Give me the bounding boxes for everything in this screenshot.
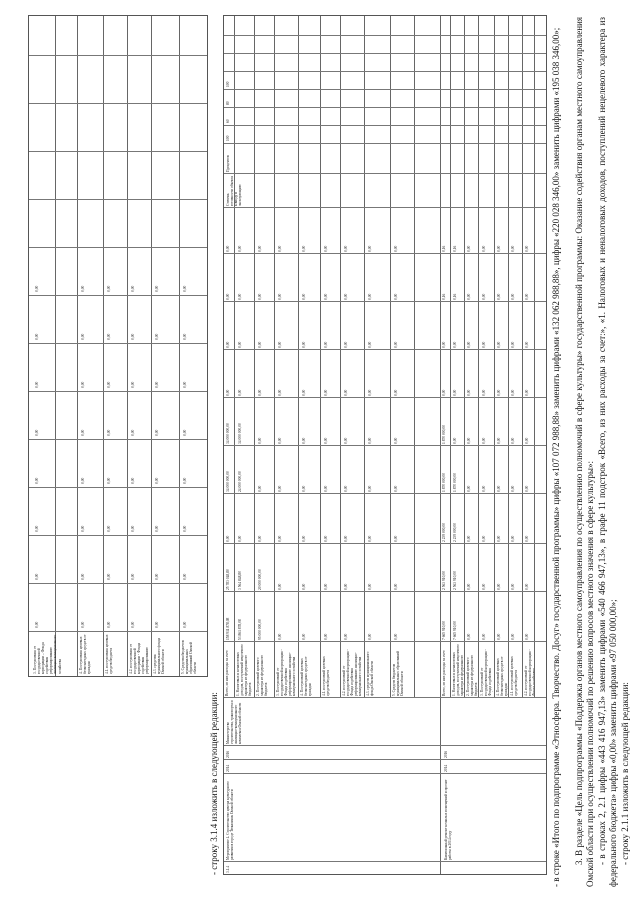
cell-value: 0,00 — [467, 293, 471, 300]
source-label: 2. Поступлений целевого характера из федерального бюджета — [466, 654, 478, 696]
cell-value: 0,00 — [107, 429, 111, 436]
cell-value: 0,00 — [238, 245, 242, 252]
source-label: 2. Поступлений целевого характера из федерального бюджета — [256, 654, 269, 696]
section-caption: - строку 3.1.4 изложить в следующей редакции: — [209, 692, 219, 875]
cell-value: 0,00 — [497, 583, 501, 590]
cell-value: 0,00 — [155, 429, 159, 436]
table-rule — [224, 493, 546, 494]
source-label: 1. Налоговых и неналоговых доходов, поступлений нецелевого характера из федерального бюджета — [236, 644, 253, 696]
indicator-value: 80 — [226, 101, 230, 105]
cell-value: 0,00 — [278, 437, 282, 444]
cell-value: 1 870 000,00 — [442, 473, 446, 492]
cell-value: 0,00 — [497, 633, 501, 640]
cell-value: 0,00 — [453, 437, 457, 444]
table-rule — [340, 16, 341, 698]
table-rule — [29, 151, 207, 152]
table-rule — [29, 487, 207, 488]
table-rule — [508, 16, 509, 698]
table-rule — [274, 16, 275, 698]
cell-value: 0,00 — [368, 583, 372, 590]
cell-value: 0,00 — [258, 293, 262, 300]
cell-value: 0,00 — [482, 437, 486, 444]
table-rule — [224, 445, 546, 446]
source-label: Всего, из них расходы за счет: — [442, 649, 446, 696]
table-rule — [29, 391, 207, 392]
cell-value: 0,00 — [258, 341, 262, 348]
cell-value: 0,00 — [324, 293, 328, 300]
cell-value: 0,00 — [497, 341, 501, 348]
table-rule — [224, 71, 546, 72]
table-rule — [224, 759, 546, 760]
table-rule — [320, 16, 321, 698]
period-start: 2014 — [226, 764, 230, 772]
table-rule — [234, 16, 235, 698]
cell-value: 0,00 — [258, 245, 262, 252]
paragraph: - в строке «Итого по подпрограмме «Этносфера. Творчество. Досуг» государственной программы» цифры «107 072 988,88» заменить цифрами «132 062 988,88», цифры «220 028 346,00» заменить цифрами «195 038 346,00»; — [551, 27, 561, 887]
continuation-table — [28, 15, 208, 677]
cell-value: 0,00 — [81, 621, 85, 628]
cell-value: 0,00 — [238, 389, 242, 396]
cell-value: 0,00 — [511, 437, 515, 444]
cell-value: 0,00 — [344, 485, 348, 492]
cell-value: 0,00 — [302, 535, 306, 542]
cell-value: 0,00 — [183, 285, 187, 292]
cell-value: 0,00 — [131, 285, 135, 292]
cell-value: 20 000 000,00 — [258, 569, 262, 590]
cell-value: 0,00 — [344, 583, 348, 590]
cell-value: 0,00 — [344, 535, 348, 542]
row-3-1-4-table — [223, 15, 547, 875]
cell-value: 0,00 — [467, 245, 471, 252]
cell-value: 0,00 — [183, 621, 187, 628]
cell-value: 0,00 — [278, 293, 282, 300]
cell-value: 0,00 — [278, 341, 282, 348]
cell-value: 0,00 — [482, 583, 486, 590]
cell-value: 0,00 — [226, 535, 230, 542]
table-rule — [464, 16, 465, 698]
table-rule — [29, 439, 207, 440]
cell-value: 0,00 — [226, 245, 230, 252]
table-rule — [29, 535, 207, 536]
cell-value: 0,00 — [81, 381, 85, 388]
cell-value: 0,00 — [511, 245, 515, 252]
cell-value: 0,00 — [302, 341, 306, 348]
cell-value: 0,00 — [35, 621, 39, 628]
cell-value: 1 870 000,00 — [442, 425, 446, 444]
source-label: 4. Поступлений целевых безвозмездных средств от граждан — [300, 656, 313, 696]
cell-value: 0,00 — [368, 535, 372, 542]
cell-value: 0,00 — [525, 583, 529, 590]
table-rule — [224, 253, 546, 254]
cell-value: 0,00 — [155, 285, 159, 292]
source-label: 4.2. поступлений от государственной корпорации - — [524, 649, 533, 696]
cell-value: 0,00 — [511, 535, 515, 542]
cell-value: 0,00 — [525, 535, 529, 542]
cell-value: 0,16 — [442, 293, 446, 300]
cell-value: 0,00 — [155, 621, 159, 628]
cell-value: 0,00 — [497, 293, 501, 300]
cell-value: 0,00 — [258, 389, 262, 396]
cell-value: 0,00 — [131, 621, 135, 628]
cell-value: 0,00 — [81, 333, 85, 340]
cell-value: 0,00 — [35, 525, 39, 532]
source-label: 5. Средств бюджетов муниципальных образований Омской области — [392, 650, 405, 696]
cell-value: 0,00 — [344, 293, 348, 300]
cell-value: 0,16 — [453, 293, 457, 300]
cell-value: 0,00 — [226, 341, 230, 348]
cell-value: 158 911 878,08 — [226, 617, 230, 640]
subrow-end: 2016 — [444, 750, 448, 758]
cell-value: 0,00 — [155, 381, 159, 388]
subrow-start: 2014 — [444, 764, 448, 772]
cell-value: 0,00 — [258, 485, 262, 492]
table-rule — [414, 16, 415, 698]
table-rule — [224, 207, 546, 208]
cell-value: 0,00 — [482, 633, 486, 640]
cell-value: 0,00 — [107, 573, 111, 580]
table-rule — [77, 16, 78, 676]
subrow-label: Капитальный ремонт нежилых помещений и прочие работы в 2014 году — [444, 779, 453, 860]
cell-value: 0,00 — [467, 389, 471, 396]
table-rule — [224, 89, 546, 90]
cell-value: 0,00 — [302, 485, 306, 492]
cell-value: 0,00 — [131, 429, 135, 436]
cell-value: 0,00 — [368, 633, 372, 640]
cell-value: 0,00 — [107, 477, 111, 484]
table-rule — [224, 349, 546, 350]
cell-value: 0,00 — [525, 389, 529, 396]
cell-value: 0,16 — [453, 245, 457, 252]
cell-value: 0,00 — [107, 333, 111, 340]
table-rule — [450, 16, 451, 698]
paragraph: - в строках 2, 2.1 цифры «443 416 947,13» заменить цифрами «540 466 947,13», в графе 11 подстрок «Всего, из них расходы за счет:», «1. Налоговых и неналоговых доходов, поступлений нецелевого характера из федерального бюджета» цифры «0,00» заменить цифрами «97 050 000,00»; — [597, 17, 619, 887]
cell-value: 0,00 — [302, 389, 306, 396]
table-rule — [179, 16, 180, 676]
table-rule — [103, 16, 104, 676]
cell-value: 0,00 — [35, 477, 39, 484]
row-number: 3.1.4 — [226, 865, 230, 873]
cell-value: 34 000 000,00 — [238, 423, 242, 444]
cell-value: 0,00 — [278, 633, 282, 640]
cell-value: 0,00 — [467, 535, 471, 542]
cell-value: 0,00 — [368, 341, 372, 348]
cell-value: 0,00 — [81, 477, 85, 484]
cell-value: 0,00 — [394, 245, 398, 252]
cell-value: 0,00 — [324, 583, 328, 590]
cell-value: 0,00 — [497, 389, 501, 396]
cell-value: 0,00 — [183, 477, 187, 484]
cell-value: 0,00 — [35, 285, 39, 292]
cell-value: 0,00 — [467, 341, 471, 348]
cell-value: 0,00 — [368, 389, 372, 396]
source-label: 1. Налоговых и неналоговых доходов, поступлений нецелевого характера из федерального — [452, 644, 464, 696]
cell-value: 0,00 — [278, 389, 282, 396]
cell-value: 0,00 — [278, 583, 282, 590]
cell-value: 0,00 — [497, 437, 501, 444]
cell-value: 0,00 — [183, 333, 187, 340]
table-rule — [224, 641, 546, 642]
cell-value: 2 239 000,00 — [453, 523, 457, 542]
cell-value: 0,00 — [107, 285, 111, 292]
table-rule — [29, 103, 207, 104]
cell-value: 2 239 000,00 — [442, 523, 446, 542]
cell-value: 0,00 — [467, 633, 471, 640]
cell-value: 0,00 — [324, 535, 328, 542]
cell-value: 0,00 — [107, 525, 111, 532]
cell-value: 0,00 — [394, 389, 398, 396]
cell-value: 0,00 — [278, 245, 282, 252]
executor: Министерство строительства, транспорта и жилищно-коммунального комплекса Омской области — [226, 700, 243, 744]
cell-value: 0,00 — [183, 525, 187, 532]
cell-value: 1 870 000,00 — [453, 473, 457, 492]
cell-value: 0,00 — [482, 535, 486, 542]
row-label: 5. Средства бюджетов муниципальных образований Омской области — [181, 640, 198, 674]
row-label: 4.3. средства муниципального фонда Омской области — [153, 637, 166, 674]
row-label: 4.1. поступления целевых средств бюджета — [105, 634, 114, 674]
cell-value: 0,00 — [525, 485, 529, 492]
cell-value: 0,00 — [442, 341, 446, 348]
table-rule — [494, 16, 495, 698]
cell-value: 0,00 — [368, 293, 372, 300]
cell-value: 0,00 — [238, 341, 242, 348]
cell-value: 0,00 — [81, 429, 85, 436]
table-rule — [224, 861, 546, 862]
table-rule — [224, 543, 546, 544]
cell-value: 0,00 — [482, 485, 486, 492]
cell-value: 0,00 — [238, 535, 242, 542]
table-rule — [29, 631, 207, 632]
table-rule — [224, 301, 546, 302]
cell-value: 0,00 — [324, 245, 328, 252]
table-rule — [224, 125, 546, 126]
cell-value: 0,00 — [81, 285, 85, 292]
table-rule — [224, 35, 546, 36]
cell-value: 0,00 — [394, 293, 398, 300]
cell-value: 0,00 — [131, 525, 135, 532]
cell-value: 0,00 — [302, 293, 306, 300]
indicator-unit: Процентов — [226, 155, 230, 172]
cell-value: 0,00 — [302, 583, 306, 590]
table-rule — [29, 295, 207, 296]
source-label: 4.1. поступлений целевых средств бюджета — [510, 656, 519, 696]
cell-value: 7 665 910,00 — [442, 621, 446, 640]
paragraph: - строку 2.1.1 изложить в следующей редакции: — [620, 682, 630, 865]
cell-value: 0,00 — [183, 429, 187, 436]
cell-value: 0,00 — [155, 477, 159, 484]
table-rule — [29, 343, 207, 344]
cell-value: 0,00 — [453, 341, 457, 348]
cell-value: 0,00 — [511, 389, 515, 396]
cell-value: 0,00 — [482, 293, 486, 300]
cell-value: 53 861 878,08 — [238, 619, 242, 640]
cell-value: 0,00 — [482, 341, 486, 348]
cell-value: 0,00 — [497, 485, 501, 492]
cell-value: 24 000 000,00 — [238, 471, 242, 492]
cell-value: 0,00 — [525, 633, 529, 640]
cell-value: 0,00 — [131, 333, 135, 340]
cell-value: 0,00 — [467, 437, 471, 444]
cell-value: 95 000 000,00 — [258, 619, 262, 640]
cell-value: 0,00 — [482, 389, 486, 396]
table-rule — [224, 53, 546, 54]
row-label: 4.2. поступления от государственной корпорации - Фонда содействия реформированию — [129, 642, 149, 674]
paragraph: 3. В разделе «Цель подпрограммы «Поддержка органов местного самоуправления по осуществлению полномочий в сфере культуры» государственной программы: Оказание содействия органам местного самоуправления Омской области при осуществлении полномочий по решению вопросов местного значения в сфере культуры»: — [574, 17, 596, 887]
cell-value: 0,00 — [238, 293, 242, 300]
cell-value: 0,00 — [525, 437, 529, 444]
cell-value: 0,00 — [467, 485, 471, 492]
source-label: 4.1. поступлений целевых средств бюджета — [322, 656, 331, 696]
cell-value: 0,00 — [107, 621, 111, 628]
cell-value: 0,00 — [453, 389, 457, 396]
source-label: 3. Поступлений от государственной корпорации - Фонда содействия — [480, 649, 493, 696]
cell-value: 0,00 — [155, 525, 159, 532]
table-rule — [224, 745, 546, 746]
cell-value: 0,00 — [278, 485, 282, 492]
cell-value: 34 000 000,00 — [226, 423, 230, 444]
table-rule — [151, 16, 152, 676]
table-rule — [478, 16, 479, 698]
table-rule — [29, 55, 207, 56]
cell-value: 0,00 — [525, 245, 529, 252]
cell-value: 0,00 — [442, 389, 446, 396]
cell-value: 0,00 — [183, 573, 187, 580]
indicator-value: 100 — [226, 135, 230, 141]
cell-value: 0,00 — [525, 293, 529, 300]
cell-value: 0,00 — [482, 245, 486, 252]
cell-value: 0,00 — [131, 477, 135, 484]
table-rule — [390, 16, 391, 698]
cell-value: 0,00 — [368, 437, 372, 444]
table-rule — [29, 199, 207, 200]
cell-value: 0,00 — [394, 437, 398, 444]
cell-value: 0,00 — [302, 633, 306, 640]
table-rule — [29, 583, 207, 584]
cell-value: 0,00 — [525, 341, 529, 348]
cell-value: 7 665 910,00 — [453, 621, 457, 640]
row-label: 3. Поступления от государственной корпорации – Фонда содействия реформированию жилищно-коммунального хозяйства — [33, 634, 62, 674]
cell-value: 0,00 — [368, 485, 372, 492]
cell-value: 0,00 — [155, 573, 159, 580]
table-rule — [298, 16, 299, 698]
cell-value: 0,00 — [497, 535, 501, 542]
cell-value: 0,00 — [226, 293, 230, 300]
table-rule — [254, 16, 255, 698]
cell-value: 0,00 — [81, 573, 85, 580]
table-rule — [224, 173, 546, 174]
cell-value: 0,00 — [394, 485, 398, 492]
table-rule — [224, 143, 546, 144]
cell-value: 0,00 — [511, 485, 515, 492]
cell-value: 0,00 — [258, 437, 262, 444]
cell-value: 25 783 048,80 — [226, 569, 230, 590]
cell-value: 0,00 — [511, 633, 515, 640]
cell-value: 0,00 — [394, 535, 398, 542]
cell-value: 0,00 — [131, 381, 135, 388]
cell-value: 0,00 — [302, 245, 306, 252]
cell-value: 0,00 — [467, 583, 471, 590]
table-rule — [127, 16, 128, 676]
indicator-value: 60 — [226, 119, 230, 123]
source-label: 4.2. поступлений от государственной корпорации - Фонда содействия реформированию жилищно-коммунального хозяйства — [342, 649, 363, 696]
cell-value: 0,00 — [511, 293, 515, 300]
source-label: Всего, из них расходы за счет: — [225, 649, 229, 696]
cell-value: 0,00 — [35, 381, 39, 388]
cell-value: 0,00 — [394, 583, 398, 590]
table-rule — [364, 16, 365, 698]
cell-value: 0,00 — [324, 633, 328, 640]
cell-value: 2 563 910,00 — [442, 571, 446, 590]
cell-value: 0,00 — [511, 341, 515, 348]
cell-value: 0,00 — [344, 437, 348, 444]
cell-value: 0,00 — [131, 573, 135, 580]
cell-value: 2 563 910,00 — [453, 571, 457, 590]
cell-value: 0,00 — [81, 525, 85, 532]
cell-value: 3 564 848,80 — [238, 571, 242, 590]
table-rule — [29, 247, 207, 248]
source-label: 4. Поступлений целевых безвозмездных средств от граждан — [496, 656, 508, 696]
table-rule — [224, 107, 546, 108]
cell-value: 0,00 — [35, 333, 39, 340]
cell-value: 0,00 — [497, 245, 501, 252]
cell-value: 0,00 — [368, 245, 372, 252]
period-end: 2016 — [226, 750, 230, 758]
cell-value: 0,00 — [183, 381, 187, 388]
cell-value: 0,00 — [107, 381, 111, 388]
cell-value: 0,00 — [258, 535, 262, 542]
object-name: Мероприятие 4. Строительство центра культурного развития в городе Тюкалинск Омской области — [226, 781, 235, 860]
indicator-header: Степень готовности объекта к вводу в эксплуатацию — [226, 176, 243, 206]
cell-value: 0,16 — [442, 245, 446, 252]
source-label: 4.3. средств муниципального фонда Омской области — [366, 651, 375, 696]
cell-value: 0,00 — [511, 583, 515, 590]
cell-value: 0,00 — [35, 573, 39, 580]
cell-value: 0,00 — [302, 437, 306, 444]
table-rule — [224, 591, 546, 592]
cell-value: 0,00 — [344, 633, 348, 640]
cell-value: 0,00 — [344, 341, 348, 348]
cell-value: 0,00 — [155, 333, 159, 340]
indicator-value: 100 — [226, 81, 230, 87]
table-rule — [55, 16, 56, 676]
row-label: 4. Поступления целевых безвозмездных средств от граждан — [79, 634, 92, 674]
cell-value: 0,00 — [226, 389, 230, 396]
cell-value: 0,00 — [324, 437, 328, 444]
cell-value: 0,00 — [324, 389, 328, 396]
table-rule — [224, 397, 546, 398]
cell-value: 0,00 — [394, 341, 398, 348]
table-rule — [224, 697, 546, 698]
cell-value: 34 000 000,00 — [226, 471, 230, 492]
source-label: 3. Поступлений от государственной корпорации - Фонда содействия реформированию жилищно-коммунального хозяйства — [276, 649, 297, 696]
table-rule — [534, 16, 535, 698]
cell-value: 0,00 — [344, 245, 348, 252]
cell-value: 0,00 — [324, 485, 328, 492]
cell-value: 0,00 — [394, 633, 398, 640]
cell-value: 0,00 — [35, 429, 39, 436]
cell-value: 0,00 — [324, 341, 328, 348]
cell-value: 0,00 — [278, 535, 282, 542]
table-rule — [224, 773, 546, 774]
cell-value: 0,00 — [344, 389, 348, 396]
table-rule — [522, 16, 523, 698]
